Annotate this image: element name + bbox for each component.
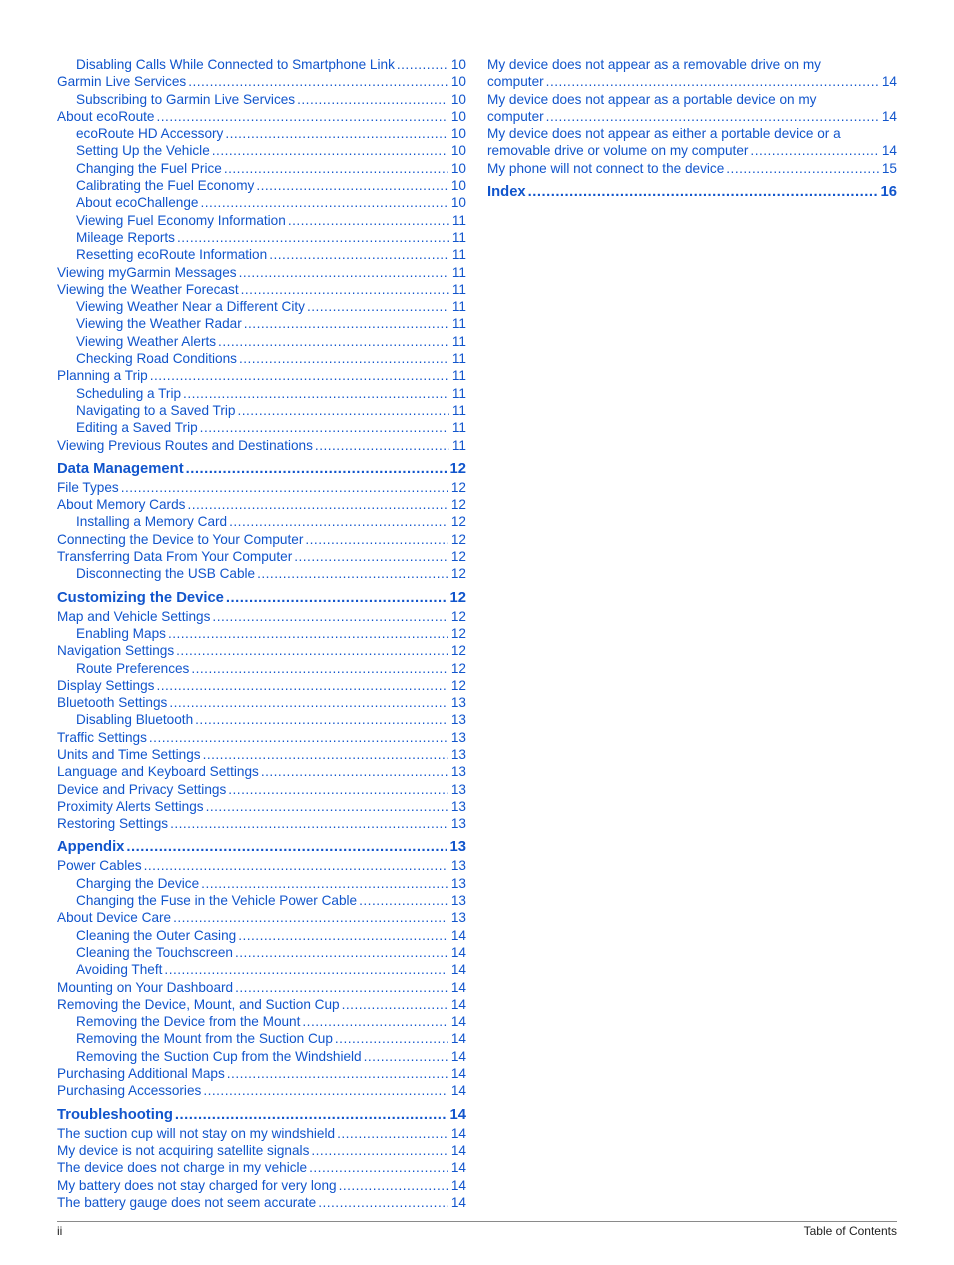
toc-subentry[interactable] xyxy=(57,229,466,246)
toc-entry[interactable] xyxy=(57,1125,466,1142)
toc-entry[interactable] xyxy=(57,531,466,548)
toc-entry[interactable] xyxy=(57,798,466,815)
dot-leader xyxy=(121,479,448,496)
dot-leader xyxy=(203,746,448,763)
toc-page-number: 11 xyxy=(451,351,466,367)
toc-entry-title: Cleaning the Touchscreen xyxy=(76,944,233,960)
toc-subentry[interactable] xyxy=(57,212,466,229)
toc-entry-title-line1: My device does not appear as a removable drive on my xyxy=(487,57,821,72)
toc-entry[interactable] xyxy=(57,1159,466,1176)
toc-section-heading[interactable] xyxy=(57,1105,466,1125)
toc-page-number: 13 xyxy=(450,695,466,711)
toc-entry-title: Resetting ecoRoute Information xyxy=(76,247,268,263)
dot-leader xyxy=(212,608,447,625)
dot-leader xyxy=(238,927,448,944)
toc-subentry[interactable] xyxy=(57,246,466,263)
toc-entry-title: Changing the Fuel Price xyxy=(76,160,222,176)
toc-entry-title: Viewing Previous Routes and Destinations xyxy=(57,437,313,453)
toc-entry[interactable] xyxy=(57,996,466,1013)
toc-entry-title-line2: removable drive or volume on my computer xyxy=(487,143,749,159)
toc-page-number: 12 xyxy=(450,643,466,659)
toc-page-number: 11 xyxy=(451,264,466,280)
dot-leader xyxy=(397,56,448,73)
toc-entry-title: Purchasing Additional Maps xyxy=(57,1066,225,1082)
toc-entry[interactable] xyxy=(57,1065,466,1082)
toc-page-number: 13 xyxy=(450,816,466,832)
toc-entry-title: Setting Up the Vehicle xyxy=(76,143,210,159)
dot-leader xyxy=(170,815,448,832)
toc-entry-title: Viewing myGarmin Messages xyxy=(57,264,237,280)
toc-page-number: 11 xyxy=(451,437,466,453)
toc-page-number: 14 xyxy=(450,1177,466,1193)
dot-leader xyxy=(302,1013,447,1030)
toc-entry-title: ecoRoute HD Accessory xyxy=(76,126,224,142)
dot-leader xyxy=(750,142,878,159)
toc-entry[interactable] xyxy=(487,125,897,160)
dot-leader xyxy=(297,91,448,108)
toc-entry[interactable] xyxy=(57,1177,466,1194)
toc-page-number: 12 xyxy=(450,625,466,641)
toc-subentry[interactable] xyxy=(57,961,466,978)
dot-leader xyxy=(201,875,448,892)
dot-leader xyxy=(177,229,449,246)
toc-entry-title-line2: computer xyxy=(487,74,544,90)
dot-leader xyxy=(225,125,448,142)
toc-entry[interactable] xyxy=(57,264,466,281)
toc-entry[interactable] xyxy=(57,1194,466,1211)
toc-page-number: 11 xyxy=(451,420,466,436)
toc-entry[interactable] xyxy=(487,160,897,177)
dot-leader xyxy=(546,108,879,125)
toc-entry-title: Mileage Reports xyxy=(76,229,175,245)
toc-page-number: 14 xyxy=(449,1106,466,1123)
toc-entry-title: Appendix xyxy=(57,839,125,856)
toc-section-heading[interactable] xyxy=(57,588,466,608)
toc-page-number: 14 xyxy=(450,1014,466,1030)
footer-divider xyxy=(57,1221,897,1222)
dot-leader xyxy=(528,182,878,202)
toc-entry[interactable] xyxy=(57,281,466,298)
toc-entry-title: Removing the Suction Cup from the Windshield xyxy=(76,1048,362,1064)
toc-subentry[interactable] xyxy=(57,142,466,159)
toc-entry-title: Changing the Fuse in the Vehicle Power Cable xyxy=(76,893,358,909)
toc-entry-title: Troubleshooting xyxy=(57,1106,173,1123)
dot-leader xyxy=(206,798,448,815)
toc-entry-title: The suction cup will not stay on my windshield xyxy=(57,1125,336,1141)
toc-subentry[interactable] xyxy=(57,160,466,177)
dot-leader xyxy=(149,729,448,746)
toc-subentry[interactable] xyxy=(57,513,466,530)
toc-subentry[interactable] xyxy=(57,315,466,332)
toc-page-number: 12 xyxy=(450,549,466,565)
toc-page-number: 12 xyxy=(450,497,466,513)
toc-entry-title: Map and Vehicle Settings xyxy=(57,608,211,624)
toc-subentry[interactable] xyxy=(57,419,466,436)
toc-entry-title-line1: My device does not appear as either a portable device or a xyxy=(487,126,841,142)
toc-page-number: 14 xyxy=(450,927,466,943)
toc-page-number: 10 xyxy=(450,143,466,159)
toc-page-number: 14 xyxy=(450,1066,466,1082)
toc-page-number: 13 xyxy=(450,764,466,780)
dot-leader xyxy=(150,367,449,384)
dot-leader xyxy=(228,781,448,798)
toc-entry-title: Editing a Saved Trip xyxy=(76,420,198,436)
toc-page-number: 13 xyxy=(450,729,466,745)
dot-leader xyxy=(239,264,449,281)
toc-entry-title: Removing the Device, Mount, and Suction Cup xyxy=(57,996,340,1012)
toc-subentry[interactable] xyxy=(57,350,466,367)
toc-page-number: 12 xyxy=(449,460,466,477)
footer-section-title: Table of Contents xyxy=(803,1224,897,1238)
dot-leader xyxy=(269,246,449,263)
toc-page-number: 14 xyxy=(881,143,897,159)
toc-page-number: 13 xyxy=(450,712,466,728)
dot-leader xyxy=(337,1125,448,1142)
toc-page-number: 10 xyxy=(450,91,466,107)
toc-entry-title: Installing a Memory Card xyxy=(76,514,228,530)
toc-page-number: 14 xyxy=(450,1125,466,1141)
dot-leader xyxy=(186,459,447,479)
toc-entry[interactable] xyxy=(57,1142,466,1159)
toc-page-number: 10 xyxy=(450,74,466,90)
toc-entry[interactable] xyxy=(57,608,466,625)
toc-entry[interactable] xyxy=(57,367,466,384)
toc-page-number: 12 xyxy=(450,608,466,624)
toc-page-number: 13 xyxy=(450,875,466,891)
dot-leader xyxy=(244,315,449,332)
toc-subentry[interactable] xyxy=(57,298,466,315)
toc-entry-title: Units and Time Settings xyxy=(57,746,201,762)
toc-page-number: 14 xyxy=(450,979,466,995)
dot-leader xyxy=(164,961,447,978)
toc-subentry[interactable] xyxy=(57,402,466,419)
toc-entry-title: Navigating to a Saved Trip xyxy=(76,402,236,418)
dot-leader xyxy=(187,496,447,513)
dot-leader xyxy=(546,73,879,90)
toc-entry-title: The device does not charge in my vehicle xyxy=(57,1160,308,1176)
toc-page-number: 14 xyxy=(450,1194,466,1210)
dot-leader xyxy=(203,1082,448,1099)
toc-entry-title: Enabling Maps xyxy=(76,625,166,641)
toc-page-number: 14 xyxy=(450,1031,466,1047)
toc-page-number: 14 xyxy=(881,74,897,90)
toc-subentry[interactable] xyxy=(57,927,466,944)
dot-leader xyxy=(239,350,449,367)
toc-entry[interactable] xyxy=(57,763,466,780)
toc-page-number: 16 xyxy=(880,184,897,201)
toc-page-number: 13 xyxy=(450,910,466,926)
toc-entry-title: About Memory Cards xyxy=(57,497,186,513)
toc-entry-title: Bluetooth Settings xyxy=(57,695,168,711)
dot-leader xyxy=(157,108,448,125)
toc-subentry[interactable] xyxy=(57,1013,466,1030)
dot-leader xyxy=(342,996,448,1013)
toc-entry-title: About ecoRoute xyxy=(57,108,155,124)
toc-entry-title: Scheduling a Trip xyxy=(76,385,182,401)
toc-entry-title: My battery does not stay charged for very long xyxy=(57,1177,337,1193)
toc-entry-title: Index xyxy=(487,184,526,201)
toc-page-number: 14 xyxy=(450,1083,466,1099)
toc-subentry[interactable] xyxy=(57,194,466,211)
toc-entry-title: Viewing the Weather Forecast xyxy=(57,281,239,297)
toc-subentry[interactable] xyxy=(57,177,466,194)
dot-leader xyxy=(311,1142,448,1159)
toc-page-number: 11 xyxy=(451,333,466,349)
toc-entry-title: About ecoChallenge xyxy=(76,195,199,211)
dot-leader xyxy=(169,694,448,711)
toc-entry[interactable] xyxy=(57,437,466,454)
dot-leader xyxy=(195,711,448,728)
toc-page-number: 12 xyxy=(450,479,466,495)
toc-page-number: 10 xyxy=(450,160,466,176)
toc-page-number: 15 xyxy=(881,160,897,176)
toc-subentry[interactable] xyxy=(57,333,466,350)
toc-entry[interactable] xyxy=(57,729,466,746)
toc-entry[interactable] xyxy=(57,677,466,694)
toc-page-number: 14 xyxy=(450,944,466,960)
toc-entry-title: Viewing the Weather Radar xyxy=(76,316,242,332)
toc-entry[interactable] xyxy=(487,56,897,91)
toc-left-column xyxy=(57,56,466,1211)
dot-leader xyxy=(176,642,448,659)
toc-entry-title-line1: My device does not appear as a portable device on my xyxy=(487,91,817,107)
toc-entry[interactable] xyxy=(57,909,466,926)
toc-entry[interactable] xyxy=(487,91,897,126)
toc-entry-title: Purchasing Accessories xyxy=(57,1083,202,1099)
toc-entry-title: Removing the Mount from the Suction Cup xyxy=(76,1031,333,1047)
toc-entry-title: Charging the Device xyxy=(76,875,200,891)
dot-leader xyxy=(294,548,448,565)
toc-page-number: 12 xyxy=(450,566,466,582)
dot-leader xyxy=(229,513,448,530)
toc-page-number: 10 xyxy=(450,126,466,142)
toc-subentry[interactable] xyxy=(57,711,466,728)
toc-entry-title: Cleaning the Outer Casing xyxy=(76,927,237,943)
toc-section-heading[interactable] xyxy=(57,459,466,479)
toc-subentry[interactable] xyxy=(57,892,466,909)
dot-leader xyxy=(212,142,448,159)
dot-leader xyxy=(261,763,448,780)
toc-subentry[interactable] xyxy=(57,1048,466,1065)
toc-page-number: 13 xyxy=(450,858,466,874)
dot-leader xyxy=(218,333,449,350)
toc-entry-title: Viewing Weather Alerts xyxy=(76,333,217,349)
dot-leader xyxy=(235,944,448,961)
toc-page-number: 10 xyxy=(450,195,466,211)
dot-leader xyxy=(235,979,448,996)
toc-entry-title: Checking Road Conditions xyxy=(76,351,237,367)
toc-page-number: 12 xyxy=(450,514,466,530)
toc-entry-title: Calibrating the Fuel Economy xyxy=(76,178,255,194)
toc-entry[interactable] xyxy=(57,496,466,513)
toc-entry[interactable] xyxy=(57,1082,466,1099)
toc-entry[interactable] xyxy=(57,108,466,125)
toc-section-heading[interactable] xyxy=(57,837,466,857)
toc-page-number: 11 xyxy=(451,368,466,384)
toc-entry-title: Removing the Device from the Mount xyxy=(76,1014,301,1030)
toc-entry-title: Viewing Fuel Economy Information xyxy=(76,212,286,228)
toc-subentry[interactable] xyxy=(57,565,466,582)
dot-leader xyxy=(156,677,447,694)
dot-leader xyxy=(224,160,448,177)
toc-page-number: 14 xyxy=(450,1048,466,1064)
dot-leader xyxy=(237,402,448,419)
toc-entry-title-line2: computer xyxy=(487,108,544,124)
toc-page-number: 14 xyxy=(450,1160,466,1176)
toc-subentry[interactable] xyxy=(57,125,466,142)
toc-page-number: 11 xyxy=(451,229,466,245)
toc-entry-title: Subscribing to Garmin Live Services xyxy=(76,91,296,107)
toc-subentry[interactable] xyxy=(57,1030,466,1047)
dot-leader xyxy=(126,837,446,857)
toc-page-number: 13 xyxy=(450,746,466,762)
dot-leader xyxy=(183,385,449,402)
toc-page-number: 13 xyxy=(450,781,466,797)
dot-leader xyxy=(335,1030,448,1047)
dot-leader xyxy=(227,1065,448,1082)
dot-leader xyxy=(364,1048,448,1065)
toc-entry-title: Data Management xyxy=(57,460,184,477)
toc-page-number: 10 xyxy=(450,108,466,124)
dot-leader xyxy=(191,660,448,677)
toc-entry-title: Device and Privacy Settings xyxy=(57,781,227,797)
toc-entry-title: Garmin Live Services xyxy=(57,74,187,90)
toc-entry-title: Navigation Settings xyxy=(57,643,175,659)
toc-page-number: 14 xyxy=(450,996,466,1012)
dot-leader xyxy=(175,1105,447,1125)
toc-page-number: 12 xyxy=(450,660,466,676)
toc-entry-title: Proximity Alerts Settings xyxy=(57,798,204,814)
toc-entry[interactable] xyxy=(57,73,466,90)
toc-page-number: 13 xyxy=(449,839,466,856)
toc-subentry[interactable] xyxy=(57,625,466,642)
toc-entry-title: Viewing Weather Near a Different City xyxy=(76,299,305,315)
toc-page-number: 12 xyxy=(450,677,466,693)
dot-leader xyxy=(288,212,449,229)
dot-leader xyxy=(359,892,448,909)
dot-leader xyxy=(257,565,448,582)
toc-page-number: 11 xyxy=(451,316,466,332)
toc-entry-title: File Types xyxy=(57,479,119,495)
toc-page-number: 11 xyxy=(451,281,466,297)
dot-leader xyxy=(241,281,449,298)
dot-leader xyxy=(307,298,449,315)
toc-section-heading[interactable] xyxy=(487,182,897,202)
toc-entry-title: Mounting on Your Dashboard xyxy=(57,979,234,995)
toc-entry-title: Language and Keyboard Settings xyxy=(57,764,259,780)
toc-entry-title: Transferring Data From Your Computer xyxy=(57,549,293,565)
toc-entry-title: Disabling Bluetooth xyxy=(76,712,194,728)
toc-subentry[interactable] xyxy=(57,91,466,108)
toc-entry[interactable] xyxy=(57,746,466,763)
toc-entry-title: My device is not acquiring satellite signals xyxy=(57,1142,310,1158)
toc-page-number: 10 xyxy=(450,178,466,194)
toc-entry[interactable] xyxy=(57,815,466,832)
toc-entry-title: Restoring Settings xyxy=(57,816,169,832)
toc-page-number: 11 xyxy=(451,299,466,315)
dot-leader xyxy=(339,1177,448,1194)
toc-subentry[interactable] xyxy=(57,875,466,892)
toc-page-number: 10 xyxy=(450,57,466,72)
toc-entry-title: Route Preferences xyxy=(76,660,190,676)
toc-page-number: 11 xyxy=(451,247,466,263)
toc-entry[interactable] xyxy=(57,479,466,496)
dot-leader xyxy=(315,437,449,454)
toc-entry[interactable] xyxy=(57,979,466,996)
toc-subentry[interactable] xyxy=(57,56,466,73)
toc-entry[interactable] xyxy=(57,548,466,565)
dot-leader xyxy=(309,1159,448,1176)
toc-entry[interactable] xyxy=(57,694,466,711)
dot-leader xyxy=(200,419,449,436)
dot-leader xyxy=(200,194,447,211)
toc-entry-title: Customizing the Device xyxy=(57,589,224,606)
toc-entry-title: My phone will not connect to the device xyxy=(487,160,725,176)
toc-entry-title: Power Cables xyxy=(57,858,142,874)
toc-page-number: 13 xyxy=(450,798,466,814)
toc-page-number: 11 xyxy=(451,212,466,228)
toc-page-number: 13 xyxy=(450,893,466,909)
toc-page-number: 14 xyxy=(450,962,466,978)
toc-entry[interactable] xyxy=(57,857,466,874)
dot-leader xyxy=(144,857,448,874)
dot-leader xyxy=(726,160,879,177)
toc-page-number: 11 xyxy=(451,402,466,418)
dot-leader xyxy=(188,73,448,90)
toc-subentry[interactable] xyxy=(57,385,466,402)
toc-entry-title: Display Settings xyxy=(57,677,155,693)
dot-leader xyxy=(168,625,448,642)
toc-subentry[interactable] xyxy=(57,660,466,677)
toc-entry-title: About Device Care xyxy=(57,910,172,926)
toc-entry-title: Traffic Settings xyxy=(57,729,147,745)
toc-entry-title: Avoiding Theft xyxy=(76,962,163,978)
toc-page-number: 11 xyxy=(451,385,466,401)
toc-page-number: 12 xyxy=(450,531,466,547)
dot-leader xyxy=(173,909,448,926)
toc-entry-title: Planning a Trip xyxy=(57,368,148,384)
toc-page-number: 14 xyxy=(881,108,897,124)
toc-page-number: 12 xyxy=(449,589,466,606)
toc-page-number: 14 xyxy=(450,1142,466,1158)
toc-entry[interactable] xyxy=(57,781,466,798)
dot-leader xyxy=(318,1194,448,1211)
toc-entry-title: Disabling Calls While Connected to Smartphone Link xyxy=(76,57,395,72)
toc-subentry[interactable] xyxy=(57,944,466,961)
dot-leader xyxy=(305,531,448,548)
dot-leader xyxy=(226,588,447,608)
toc-entry-title: Disconnecting the USB Cable xyxy=(76,566,256,582)
footer-page-number: ii xyxy=(57,1224,63,1238)
toc-right-column xyxy=(487,56,897,202)
dot-leader xyxy=(256,177,448,194)
toc-entry-title: The battery gauge does not seem accurate xyxy=(57,1194,317,1210)
toc-entry-title: Connecting the Device to Your Computer xyxy=(57,531,304,547)
toc-entry[interactable] xyxy=(57,642,466,659)
